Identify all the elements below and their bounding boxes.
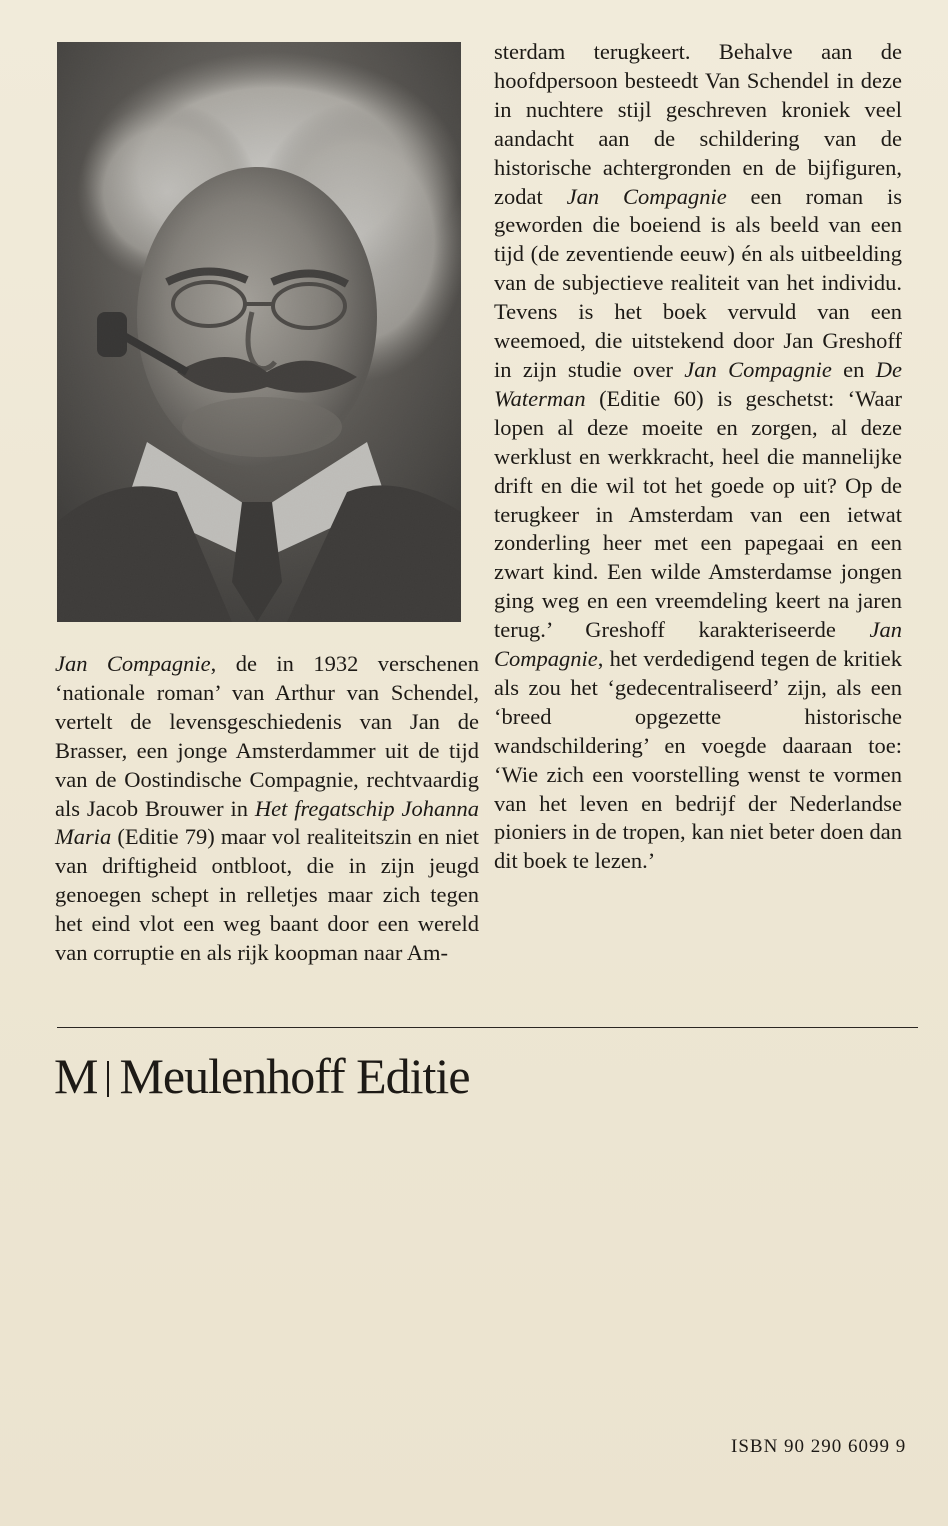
italic-title: Jan Compagnie <box>684 356 832 382</box>
logo-separator <box>107 1061 109 1097</box>
author-portrait-photo <box>57 42 461 622</box>
italic-title: Het fregatschip Johanna Maria <box>55 795 479 850</box>
description-right-column <box>494 38 902 876</box>
horizontal-divider <box>57 1027 918 1028</box>
portrait-photo-icon <box>57 42 461 622</box>
publisher-name: Meulenhoff Editie <box>119 1048 470 1104</box>
text-run: en <box>831 356 876 382</box>
text-run: (Editie 60) is geschetst: ‘Waar lopen al deze moeite en zorgen, al deze werklust en werkkracht, heel die mannelijke drift en die wil tot het goede op uit? Op de terugkeer in Amsterdam van een ietwat zonderling heer met een papegaai en een zwart kind. Een wilde Amsterdamse jongen ging weg en een vreemdeling keert na jaren terug.’ Greshoff karakteriseerde <box>494 385 902 643</box>
text-run: , de in 1932 verschenen ‘nationale roman’ van Arthur van Schendel, vertelt de levensgeschiedenis van Jan de Brasser, een jonge Amsterdammer uit de tijd van de Oostindische Compagnie, rechtvaardig als Jacob Brouwer in <box>55 651 479 821</box>
italic-title: Jan Compagnie <box>566 183 727 209</box>
publisher-logo-letter: M <box>54 1048 98 1104</box>
italic-title: Jan Compagnie <box>55 651 211 676</box>
isbn-number: ISBN 90 290 6099 9 <box>731 1436 907 1457</box>
text-run: sterdam terugkeert. Behalve aan de hoofdpersoon besteedt Van Schendel in deze in nuchtere stijl geschreven kroniek veel aandacht aan de schildering van de historische achtergronden en de bijfiguren, zodat <box>494 39 902 209</box>
text-run: een roman is geworden die boeiend is als beeld van een tijd (de zeventiende eeuw) én als uitbeelding van de subjectieve realiteit van het individu. Tevens is het boek vervuld van een weemoed, die uitstekend door Jan Greshoff in zijn studie over <box>494 183 902 382</box>
text-run: , het verdedigend tegen de kritiek als zou het ‘gedecentraliseerd’ zijn, als een ‘breed opgezette historische wandschildering’ en voegde daaraan toe: ‘Wie zich een voorstelling wenst te vormen van het leven en bedrijf der Nederlandse pioniers in de tropen, kan niet beter doen dan dit boek te lezen.’ <box>494 646 902 874</box>
description-left-column <box>55 650 479 968</box>
text-run: (Editie 79) maar vol realiteitszin en niet van driftigheid ontbloot, die in zijn jeugd genoegen schept in relletjes maar zich tegen het eind vlot een weg baant door een wereld van corruptie en als rijk koopman naar Am- <box>55 824 479 966</box>
italic-title: De Waterman <box>494 356 902 411</box>
publisher-logo <box>54 1046 470 1106</box>
italic-title: Jan Compagnie <box>494 617 902 672</box>
